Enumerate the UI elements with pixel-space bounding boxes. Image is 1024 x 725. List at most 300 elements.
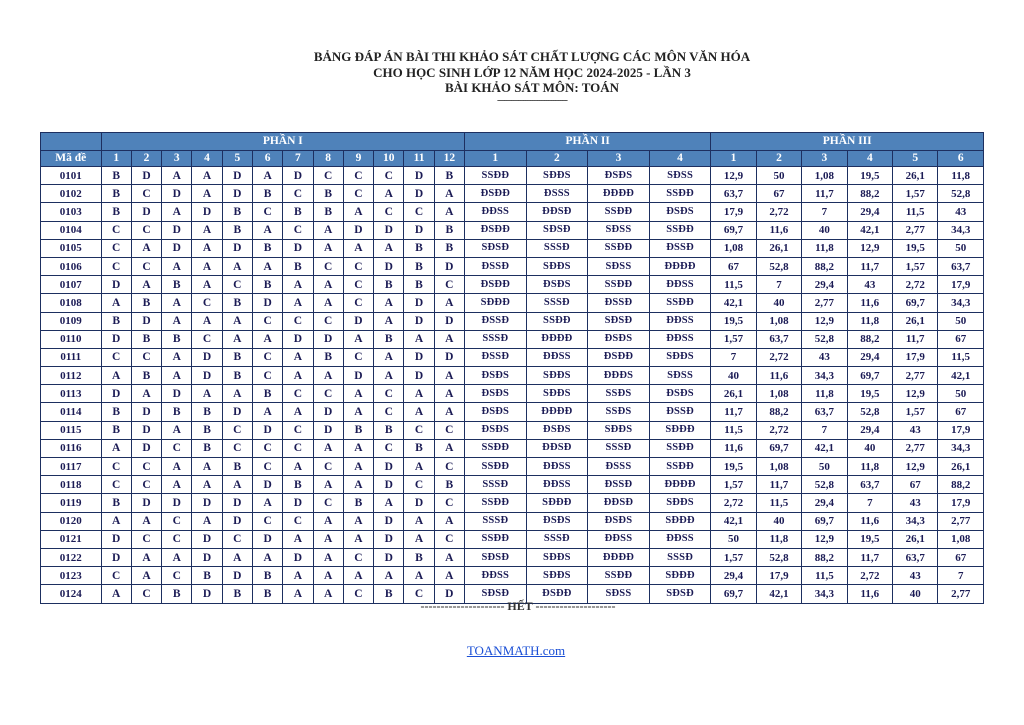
part3-answer-cell: 11,7 — [802, 185, 847, 203]
part2-answer-cell: ĐSĐS — [649, 385, 711, 403]
exam-code-cell: 0106 — [41, 257, 102, 275]
part1-answer-cell: D — [252, 294, 282, 312]
part1-answer-cell: C — [374, 385, 404, 403]
part2-answer-cell: ĐĐSĐ — [526, 203, 588, 221]
part3-answer-cell: 2,77 — [893, 221, 938, 239]
part1-answer-cell: A — [313, 239, 343, 257]
part1-answer-cell: A — [162, 294, 192, 312]
part3-answer-cell: 17,9 — [938, 276, 984, 294]
part1-answer-cell: D — [192, 530, 222, 548]
part1-answer-cell: B — [252, 385, 282, 403]
part1-col-header: 12 — [434, 151, 464, 167]
part3-answer-cell: 17,9 — [756, 567, 801, 585]
part1-answer-cell: D — [101, 330, 131, 348]
part2-answer-cell: SĐSS — [649, 167, 711, 185]
part1-answer-cell: A — [343, 330, 373, 348]
part1-answer-cell: A — [131, 567, 161, 585]
part2-answer-cell: ĐSSĐ — [465, 257, 527, 275]
part1-answer-cell: B — [222, 367, 252, 385]
part1-answer-cell: D — [101, 548, 131, 566]
part1-answer-cell: A — [162, 476, 192, 494]
part1-answer-cell: C — [252, 203, 282, 221]
part3-answer-cell: 11,7 — [756, 476, 801, 494]
code-header: Mã đề — [41, 151, 102, 167]
part1-answer-cell: C — [131, 585, 161, 603]
part3-answer-cell: 2,72 — [893, 276, 938, 294]
table-row — [41, 458, 984, 476]
part1-answer-cell: B — [162, 585, 192, 603]
table-row — [41, 530, 984, 548]
part1-answer-cell: C — [404, 203, 434, 221]
part1-answer-cell: D — [131, 312, 161, 330]
document-header — [0, 49, 1024, 106]
part1-answer-cell: D — [374, 257, 404, 275]
part1-answer-cell: A — [162, 458, 192, 476]
part1-answer-cell: C — [252, 312, 282, 330]
part1-answer-cell: D — [343, 221, 373, 239]
part1-answer-cell: C — [222, 530, 252, 548]
part1-answer-cell: D — [313, 421, 343, 439]
part3-answer-cell: 43 — [938, 203, 984, 221]
part1-answer-cell: C — [283, 421, 313, 439]
part1-col-header: 7 — [283, 151, 313, 167]
part3-answer-cell: 63,7 — [938, 257, 984, 275]
table-row — [41, 312, 984, 330]
part1-answer-cell: D — [374, 530, 404, 548]
exam-code-cell: 0118 — [41, 476, 102, 494]
table-row — [41, 421, 984, 439]
part1-answer-cell: D — [162, 385, 192, 403]
website-link[interactable]: TOANMATH.com — [466, 643, 566, 658]
part2-answer-cell: ĐĐĐĐ — [588, 185, 650, 203]
part1-answer-cell: C — [313, 385, 343, 403]
part3-answer-cell: 43 — [893, 494, 938, 512]
part2-answer-cell: SĐĐS — [649, 348, 711, 366]
part1-answer-cell: A — [313, 530, 343, 548]
part1-answer-cell: B — [252, 567, 282, 585]
part3-answer-cell: 11,5 — [711, 421, 756, 439]
part1-answer-cell: B — [434, 167, 464, 185]
part1-answer-cell: D — [252, 476, 282, 494]
part1-answer-cell: B — [374, 585, 404, 603]
exam-code-cell: 0109 — [41, 312, 102, 330]
part3-answer-cell: 88,2 — [847, 185, 892, 203]
part3-answer-cell: 11,5 — [711, 276, 756, 294]
part3-answer-cell: 26,1 — [893, 167, 938, 185]
part3-answer-cell: 42,1 — [847, 221, 892, 239]
part3-answer-cell: 88,2 — [756, 403, 801, 421]
part2-answer-cell: ĐĐSS — [526, 458, 588, 476]
part1-answer-cell: D — [222, 403, 252, 421]
part1-answer-cell: B — [374, 421, 404, 439]
table-row — [41, 403, 984, 421]
part3-answer-cell: 67 — [938, 403, 984, 421]
part2-answer-cell: ĐSSS — [588, 458, 650, 476]
part2-answer-cell: SSĐĐ — [649, 439, 711, 457]
part1-answer-cell: A — [313, 585, 343, 603]
part3-answer-cell: 34,3 — [802, 367, 847, 385]
part1-answer-cell: C — [343, 348, 373, 366]
part1-answer-cell: B — [101, 494, 131, 512]
part2-answer-cell: SĐĐS — [526, 367, 588, 385]
part3-answer-cell: 29,4 — [802, 276, 847, 294]
part1-answer-cell: C — [283, 185, 313, 203]
part3-answer-cell: 2,77 — [893, 367, 938, 385]
table-row — [41, 439, 984, 457]
part2-answer-cell: SĐĐS — [588, 421, 650, 439]
part3-answer-cell: 42,1 — [711, 294, 756, 312]
part1-answer-cell: A — [434, 330, 464, 348]
part1-answer-cell: D — [192, 367, 222, 385]
part2-answer-cell: SĐSS — [649, 367, 711, 385]
part1-answer-cell: B — [404, 439, 434, 457]
end-marker: --------------------- HẾT -------------------- — [420, 599, 616, 613]
part1-answer-cell: C — [252, 439, 282, 457]
part3-answer-cell: 1,57 — [893, 185, 938, 203]
part1-answer-cell: A — [131, 512, 161, 530]
part1-answer-cell: D — [283, 167, 313, 185]
part1-answer-cell: A — [131, 239, 161, 257]
part1-answer-cell: C — [252, 348, 282, 366]
part1-answer-cell: D — [192, 494, 222, 512]
part1-answer-cell: C — [101, 239, 131, 257]
part2-answer-cell: ĐSĐS — [588, 330, 650, 348]
part1-answer-cell: C — [374, 167, 404, 185]
part1-answer-cell: A — [283, 276, 313, 294]
part1-answer-cell: D — [404, 221, 434, 239]
part2-answer-cell: ĐSĐĐ — [465, 185, 527, 203]
table-row — [41, 548, 984, 566]
part1-answer-cell: B — [374, 276, 404, 294]
part3-answer-cell: 7 — [938, 567, 984, 585]
part3-answer-cell: 88,2 — [938, 476, 984, 494]
part3-answer-cell: 52,8 — [802, 476, 847, 494]
part1-answer-cell: D — [343, 367, 373, 385]
part3-answer-cell: 52,8 — [938, 185, 984, 203]
part1-answer-cell: A — [192, 221, 222, 239]
part1-answer-cell: D — [313, 330, 343, 348]
part3-answer-cell: 42,1 — [756, 585, 801, 603]
part1-answer-cell: A — [222, 312, 252, 330]
exam-code-cell: 0112 — [41, 367, 102, 385]
part1-answer-cell: B — [162, 276, 192, 294]
part1-answer-cell: B — [434, 476, 464, 494]
part1-answer-cell: A — [162, 257, 192, 275]
part1-answer-cell: C — [101, 221, 131, 239]
part1-answer-cell: A — [343, 239, 373, 257]
section-header-row — [41, 133, 984, 151]
part1-answer-cell: C — [374, 403, 404, 421]
part2-answer-cell: SSSĐ — [465, 330, 527, 348]
part1-answer-cell: D — [101, 530, 131, 548]
part3-col-header: 2 — [756, 151, 801, 167]
part3-answer-cell: 12,9 — [847, 239, 892, 257]
part1-answer-cell: B — [101, 403, 131, 421]
title-divider: ------------------------------ — [497, 94, 567, 106]
part3-answer-cell: 34,3 — [938, 439, 984, 457]
part3-answer-cell: 1,57 — [711, 548, 756, 566]
part1-answer-cell: A — [252, 167, 282, 185]
part1-answer-cell: A — [374, 367, 404, 385]
part1-answer-cell: D — [283, 548, 313, 566]
part2-answer-cell: SSĐĐ — [649, 221, 711, 239]
part3-answer-cell: 2,72 — [711, 494, 756, 512]
part1-answer-cell: A — [162, 548, 192, 566]
part1-answer-cell: A — [162, 421, 192, 439]
part2-answer-cell: SSSĐ — [526, 294, 588, 312]
part2-answer-cell: ĐSĐS — [649, 203, 711, 221]
part1-answer-cell: A — [192, 458, 222, 476]
part1-answer-cell: D — [313, 403, 343, 421]
part3-answer-cell: 7 — [802, 203, 847, 221]
table-row — [41, 257, 984, 275]
part1-answer-cell: D — [404, 294, 434, 312]
part1-answer-cell: A — [343, 530, 373, 548]
part3-answer-cell: 43 — [893, 421, 938, 439]
part1-answer-cell: D — [252, 421, 282, 439]
part3-answer-cell: 40 — [802, 221, 847, 239]
table-row — [41, 294, 984, 312]
part1-answer-cell: C — [374, 203, 404, 221]
part1-answer-cell: C — [222, 421, 252, 439]
part1-answer-cell: D — [162, 221, 192, 239]
part1-answer-cell: A — [283, 348, 313, 366]
part3-answer-cell: 1,08 — [711, 239, 756, 257]
part3-answer-cell: 50 — [802, 458, 847, 476]
part1-answer-cell: A — [313, 548, 343, 566]
part3-answer-cell: 12,9 — [802, 312, 847, 330]
part1-answer-cell: A — [434, 567, 464, 585]
part1-col-header: 4 — [192, 151, 222, 167]
part1-answer-cell: D — [131, 167, 161, 185]
part1-answer-cell: A — [434, 548, 464, 566]
part1-answer-cell: C — [131, 257, 161, 275]
part2-answer-cell: ĐSSĐ — [465, 312, 527, 330]
part1-answer-cell: A — [313, 294, 343, 312]
part1-answer-cell: A — [101, 367, 131, 385]
answer-table-body — [41, 167, 984, 604]
part1-answer-cell: A — [343, 458, 373, 476]
part3-answer-cell: 17,9 — [938, 494, 984, 512]
part3-answer-cell: 19,5 — [893, 239, 938, 257]
part1-answer-cell: B — [192, 403, 222, 421]
section-part-3: PHẦN III — [711, 133, 984, 151]
table-row — [41, 494, 984, 512]
table-row — [41, 348, 984, 366]
part1-answer-cell: A — [101, 585, 131, 603]
part3-answer-cell: 2,72 — [756, 348, 801, 366]
part1-answer-cell: A — [101, 439, 131, 457]
part2-answer-cell: ĐĐSS — [649, 312, 711, 330]
part1-answer-cell: A — [101, 512, 131, 530]
part2-answer-cell: ĐĐSS — [649, 276, 711, 294]
part3-answer-cell: 67 — [938, 548, 984, 566]
part2-answer-cell: ĐSSĐ — [588, 476, 650, 494]
part3-answer-cell: 11,8 — [938, 167, 984, 185]
part1-answer-cell: B — [434, 221, 464, 239]
part1-answer-cell: C — [343, 185, 373, 203]
exam-code-cell: 0122 — [41, 548, 102, 566]
part2-answer-cell: SĐĐS — [526, 257, 588, 275]
part3-answer-cell: 63,7 — [847, 476, 892, 494]
part2-answer-cell: SĐĐĐ — [649, 567, 711, 585]
part1-answer-cell: C — [162, 530, 192, 548]
part1-col-header: 9 — [343, 151, 373, 167]
part1-answer-cell: D — [192, 203, 222, 221]
part2-answer-cell: SSĐĐ — [649, 185, 711, 203]
part2-answer-cell: SĐSĐ — [526, 221, 588, 239]
part3-answer-cell: 7 — [847, 494, 892, 512]
part3-answer-cell: 50 — [938, 312, 984, 330]
part1-answer-cell: B — [404, 548, 434, 566]
part3-col-header: 4 — [847, 151, 892, 167]
part1-answer-cell: C — [343, 548, 373, 566]
part3-answer-cell: 63,7 — [802, 403, 847, 421]
part1-answer-cell: D — [434, 312, 464, 330]
part1-answer-cell: A — [404, 512, 434, 530]
part2-answer-cell: ĐSSS — [526, 185, 588, 203]
part1-answer-cell: B — [252, 239, 282, 257]
part1-answer-cell: C — [283, 312, 313, 330]
part3-answer-cell: 52,8 — [756, 257, 801, 275]
part1-answer-cell: C — [343, 167, 373, 185]
part2-answer-cell: ĐSĐS — [465, 367, 527, 385]
part1-answer-cell: A — [283, 367, 313, 385]
part1-answer-cell: A — [192, 476, 222, 494]
part3-answer-cell: 69,7 — [802, 512, 847, 530]
part3-answer-cell: 11,6 — [711, 439, 756, 457]
part2-answer-cell: SĐĐS — [526, 567, 588, 585]
part1-answer-cell: B — [283, 476, 313, 494]
part3-col-header: 3 — [802, 151, 847, 167]
part1-answer-cell: A — [313, 276, 343, 294]
part1-answer-cell: D — [192, 348, 222, 366]
part1-answer-cell: A — [313, 367, 343, 385]
part1-answer-cell: A — [404, 330, 434, 348]
part1-answer-cell: B — [222, 585, 252, 603]
exam-code-cell: 0111 — [41, 348, 102, 366]
part1-answer-cell: D — [374, 458, 404, 476]
part1-answer-cell: A — [404, 458, 434, 476]
part2-answer-cell: ĐĐSS — [588, 530, 650, 548]
table-row — [41, 512, 984, 530]
part1-answer-cell: A — [222, 476, 252, 494]
part2-answer-cell: ĐSĐĐ — [465, 276, 527, 294]
part1-answer-cell: C — [101, 348, 131, 366]
part1-answer-cell: B — [131, 294, 161, 312]
part1-col-header: 3 — [162, 151, 192, 167]
part1-answer-cell: A — [343, 439, 373, 457]
part3-answer-cell: 11,8 — [756, 530, 801, 548]
part3-col-header: 1 — [711, 151, 756, 167]
part1-answer-cell: D — [192, 548, 222, 566]
part1-answer-cell: D — [131, 203, 161, 221]
exam-code-cell: 0104 — [41, 221, 102, 239]
part3-answer-cell: 50 — [711, 530, 756, 548]
part2-answer-cell: ĐSĐS — [526, 512, 588, 530]
part1-answer-cell: A — [283, 530, 313, 548]
part3-answer-cell: 1,08 — [802, 167, 847, 185]
part1-answer-cell: A — [222, 257, 252, 275]
part3-answer-cell: 50 — [938, 239, 984, 257]
part3-answer-cell: 1,08 — [756, 312, 801, 330]
part3-answer-cell: 88,2 — [802, 548, 847, 566]
part1-answer-cell: B — [252, 585, 282, 603]
part1-answer-cell: B — [131, 330, 161, 348]
part1-answer-cell: B — [101, 312, 131, 330]
part1-answer-cell: B — [404, 276, 434, 294]
part3-answer-cell: 69,7 — [756, 439, 801, 457]
part2-answer-cell: ĐĐSS — [649, 530, 711, 548]
table-row — [41, 367, 984, 385]
part1-answer-cell: C — [343, 276, 373, 294]
part3-answer-cell: 67 — [711, 257, 756, 275]
part2-answer-cell: SĐSĐ — [465, 239, 527, 257]
part1-answer-cell: B — [222, 458, 252, 476]
part1-answer-cell: A — [192, 167, 222, 185]
table-row — [41, 330, 984, 348]
part3-answer-cell: 11,6 — [847, 512, 892, 530]
part3-answer-cell: 88,2 — [847, 330, 892, 348]
title-line-3: BÀI KHẢO SÁT MÔN: TOÁN — [444, 80, 620, 95]
part1-answer-cell: A — [131, 548, 161, 566]
part1-answer-cell: D — [162, 239, 192, 257]
part1-answer-cell: B — [162, 330, 192, 348]
part1-answer-cell: B — [192, 421, 222, 439]
part3-answer-cell: 19,5 — [711, 458, 756, 476]
part1-answer-cell: A — [283, 294, 313, 312]
part2-answer-cell: ĐĐSS — [649, 330, 711, 348]
part3-answer-cell: 12,9 — [802, 530, 847, 548]
part3-answer-cell: 11,5 — [756, 494, 801, 512]
part1-answer-cell: A — [434, 185, 464, 203]
part1-answer-cell: C — [434, 458, 464, 476]
part3-answer-cell: 43 — [893, 567, 938, 585]
part1-answer-cell: B — [313, 203, 343, 221]
part3-answer-cell: 69,7 — [711, 221, 756, 239]
part1-answer-cell: A — [313, 567, 343, 585]
part2-answer-cell: ĐĐĐĐ — [588, 548, 650, 566]
part2-answer-cell: SSĐĐ — [465, 167, 527, 185]
part1-answer-cell: C — [131, 185, 161, 203]
part1-answer-cell: A — [192, 276, 222, 294]
part1-answer-cell: A — [374, 312, 404, 330]
part1-answer-cell: D — [283, 330, 313, 348]
part3-answer-cell: 29,4 — [711, 567, 756, 585]
part1-answer-cell: C — [374, 439, 404, 457]
exam-code-cell: 0102 — [41, 185, 102, 203]
part2-answer-cell: ĐSĐS — [465, 421, 527, 439]
part3-answer-cell: 88,2 — [802, 257, 847, 275]
part1-answer-cell: A — [434, 385, 464, 403]
part1-answer-cell: D — [404, 167, 434, 185]
part3-answer-cell: 67 — [756, 185, 801, 203]
part3-answer-cell: 1,57 — [893, 403, 938, 421]
part1-answer-cell: A — [343, 385, 373, 403]
part1-answer-cell: C — [434, 421, 464, 439]
part1-answer-cell: D — [343, 312, 373, 330]
part3-answer-cell: 29,4 — [847, 421, 892, 439]
part1-answer-cell: D — [404, 494, 434, 512]
section-part-1: PHẦN I — [101, 133, 464, 151]
table-row — [41, 185, 984, 203]
part1-col-header: 1 — [101, 151, 131, 167]
part1-col-header: 8 — [313, 151, 343, 167]
part1-answer-cell: C — [343, 257, 373, 275]
part1-answer-cell: D — [374, 221, 404, 239]
table-row — [41, 276, 984, 294]
part3-answer-cell: 52,8 — [847, 403, 892, 421]
